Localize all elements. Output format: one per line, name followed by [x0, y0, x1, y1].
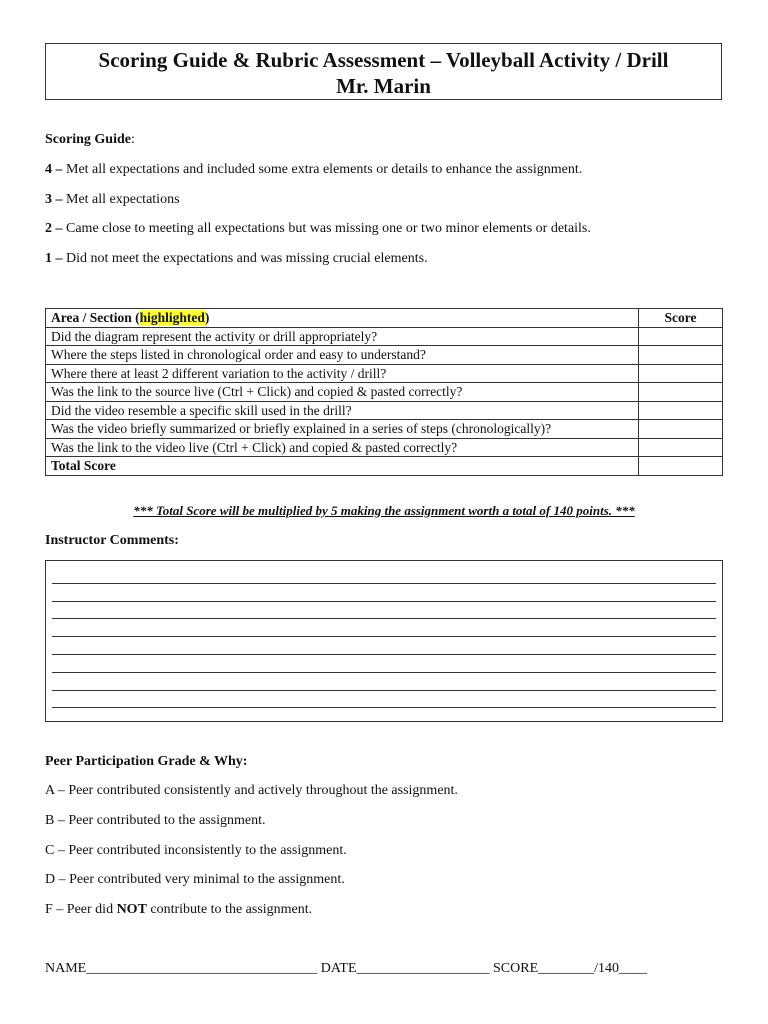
- table-row: [46, 364, 723, 383]
- total-score-label: Total Score: [46, 457, 639, 476]
- document-title: Scoring Guide & Rubric Assessment – Volleyball Activity / Drill: [98, 48, 669, 72]
- score-cell[interactable]: [639, 327, 723, 346]
- name-field[interactable]: _________________________________: [86, 961, 318, 976]
- criterion-cell: Was the link to the source live (Ctrl + Click) and copied & pasted correctly?: [46, 383, 639, 402]
- instructor-comments-heading: Instructor Comments:: [45, 533, 179, 548]
- highlighted-label: highlighted: [139, 310, 205, 326]
- table-row: [46, 420, 723, 439]
- total-score-cell[interactable]: [639, 457, 723, 476]
- criterion-cell: Did the diagram represent the activity or drill appropriately?: [46, 327, 639, 346]
- scoring-guide-heading: Scoring Guide:: [45, 132, 135, 147]
- criterion-cell: Where the steps listed in chronological order and easy to understand?: [46, 346, 639, 365]
- table-header-row: [46, 309, 723, 328]
- total-row: [46, 457, 723, 476]
- score-tail: ____: [619, 961, 648, 976]
- scoring-level-3: 3 – Met all expectations: [45, 192, 180, 207]
- scoring-level-1: 1 – Did not meet the expectations and was missing crucial elements.: [45, 251, 428, 266]
- comment-line[interactable]: [52, 655, 716, 673]
- peer-grade-f: F – Peer did NOT contribute to the assignment.: [45, 902, 313, 917]
- date-label: DATE: [320, 961, 357, 976]
- criterion-cell: Where there at least 2 different variation to the activity / drill?: [46, 364, 639, 383]
- instructor-comments-box[interactable]: [45, 560, 723, 722]
- criterion-cell: Was the link to the video live (Ctrl + Click) and copied & pasted correctly?: [46, 438, 639, 457]
- comment-line[interactable]: [52, 637, 716, 655]
- table-row: [46, 327, 723, 346]
- score-cell[interactable]: [639, 383, 723, 402]
- table-row: [46, 383, 723, 402]
- comment-line[interactable]: [52, 673, 716, 691]
- scoring-level-4: 4 – Met all expectations and included some extra elements or details to enhance the assignment.: [45, 162, 583, 177]
- criterion-cell: Was the video briefly summarized or briefly explained in a series of steps (chronologically)?: [46, 420, 639, 439]
- peer-grade-b: B – Peer contributed to the assignment.: [45, 813, 266, 828]
- scoring-level-2: 2 – Came close to meeting all expectations but was missing one or two minor elements or details.: [45, 221, 591, 236]
- footer-fields: [45, 960, 647, 978]
- score-field[interactable]: ________: [538, 961, 595, 976]
- comment-line[interactable]: [52, 602, 716, 620]
- document-title-box: [45, 43, 722, 100]
- comment-line[interactable]: [52, 566, 716, 584]
- score-cell[interactable]: [639, 346, 723, 365]
- total-score-note: *** Total Score will be multiplied by 5 making the assignment worth a total of 140 points. ***: [133, 503, 635, 518]
- table-row: [46, 401, 723, 420]
- comment-line[interactable]: [52, 619, 716, 637]
- comment-line[interactable]: [52, 691, 716, 709]
- name-label: NAME: [45, 961, 87, 976]
- peer-grade-c: C – Peer contributed inconsistently to the assignment.: [45, 843, 347, 858]
- score-cell[interactable]: [639, 364, 723, 383]
- comment-line[interactable]: [52, 584, 716, 602]
- date-field[interactable]: ___________________: [356, 961, 490, 976]
- teacher-name: Mr. Marin: [336, 74, 431, 98]
- score-cell[interactable]: [639, 401, 723, 420]
- score-total: /140: [594, 961, 620, 976]
- score-label: SCORE: [493, 961, 539, 976]
- score-cell[interactable]: [639, 438, 723, 457]
- peer-grade-d: D – Peer contributed very minimal to the assignment.: [45, 872, 345, 887]
- rubric-table: [45, 308, 723, 476]
- score-header: Score: [639, 309, 723, 328]
- peer-participation-heading: Peer Participation Grade & Why:: [45, 754, 248, 769]
- score-cell[interactable]: [639, 420, 723, 439]
- table-row: [46, 438, 723, 457]
- table-row: [46, 346, 723, 365]
- criterion-cell: Did the video resemble a specific skill used in the drill?: [46, 401, 639, 420]
- peer-grade-a: A – Peer contributed consistently and actively throughout the assignment.: [45, 783, 458, 798]
- area-section-header: Area / Section (highlighted): [46, 309, 639, 328]
